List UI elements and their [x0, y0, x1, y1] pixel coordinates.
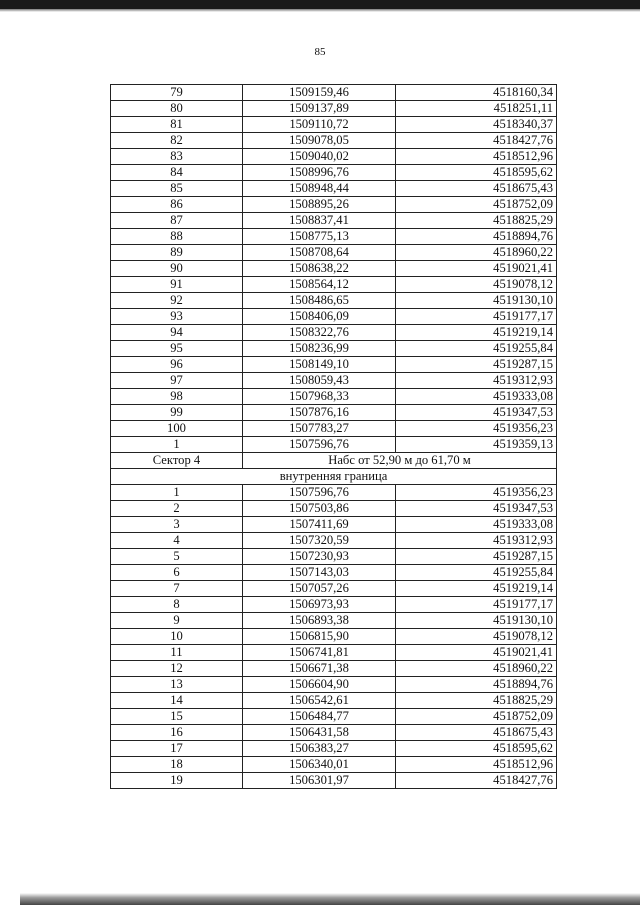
table-row — [111, 421, 557, 437]
point-number-cell: 5 — [111, 549, 243, 565]
point-number-cell: 13 — [111, 677, 243, 693]
x-coordinate-cell: 1507968,33 — [243, 389, 396, 405]
sector-header — [111, 453, 557, 485]
y-coordinate-cell: 4518752,09 — [396, 709, 557, 725]
table-row — [111, 149, 557, 165]
point-number-cell: 100 — [111, 421, 243, 437]
point-number-cell: 79 — [111, 85, 243, 101]
table-row — [111, 389, 557, 405]
x-coordinate-cell: 1506893,38 — [243, 613, 396, 629]
table-row — [111, 117, 557, 133]
point-number-cell: 1 — [111, 485, 243, 501]
x-coordinate-cell: 1508486,65 — [243, 293, 396, 309]
table-row — [111, 245, 557, 261]
x-coordinate-cell: 1508564,12 — [243, 277, 396, 293]
rows-before-sector — [111, 85, 557, 453]
sector-label: Сектор 4 — [111, 453, 243, 469]
point-number-cell: 87 — [111, 213, 243, 229]
y-coordinate-cell: 4519021,41 — [396, 645, 557, 661]
point-number-cell: 91 — [111, 277, 243, 293]
table-row — [111, 725, 557, 741]
y-coordinate-cell: 4519359,13 — [396, 437, 557, 453]
page-number: 85 — [314, 46, 326, 58]
table-row — [111, 517, 557, 533]
y-coordinate-cell: 4518825,29 — [396, 693, 557, 709]
x-coordinate-cell: 1507596,76 — [243, 437, 396, 453]
table-row — [111, 437, 557, 453]
y-coordinate-cell: 4518675,43 — [396, 725, 557, 741]
point-number-cell: 98 — [111, 389, 243, 405]
x-coordinate-cell: 1506431,58 — [243, 725, 396, 741]
point-number-cell: 94 — [111, 325, 243, 341]
x-coordinate-cell: 1506741,81 — [243, 645, 396, 661]
y-coordinate-cell: 4518595,62 — [396, 741, 557, 757]
table-row — [111, 581, 557, 597]
table-row — [111, 693, 557, 709]
rows-after-sector — [111, 485, 557, 789]
y-coordinate-cell: 4519356,23 — [396, 485, 557, 501]
table-row — [111, 309, 557, 325]
y-coordinate-cell: 4519219,14 — [396, 325, 557, 341]
point-number-cell: 11 — [111, 645, 243, 661]
x-coordinate-cell: 1506340,01 — [243, 757, 396, 773]
y-coordinate-cell: 4519255,84 — [396, 341, 557, 357]
table-row — [111, 645, 557, 661]
point-number-cell: 1 — [111, 437, 243, 453]
y-coordinate-cell: 4518427,76 — [396, 773, 557, 789]
table-row — [111, 741, 557, 757]
table-row — [111, 277, 557, 293]
table-row — [111, 677, 557, 693]
point-number-cell: 92 — [111, 293, 243, 309]
y-coordinate-cell: 4518595,62 — [396, 165, 557, 181]
y-coordinate-cell: 4519347,53 — [396, 501, 557, 517]
table-row — [111, 485, 557, 501]
x-coordinate-cell: 1508322,76 — [243, 325, 396, 341]
x-coordinate-cell: 1507057,26 — [243, 581, 396, 597]
point-number-cell: 81 — [111, 117, 243, 133]
y-coordinate-cell: 4519356,23 — [396, 421, 557, 437]
table-row — [111, 181, 557, 197]
x-coordinate-cell: 1506301,97 — [243, 773, 396, 789]
scan-top-shadow — [0, 9, 640, 12]
x-coordinate-cell: 1507320,59 — [243, 533, 396, 549]
x-coordinate-cell: 1506383,27 — [243, 741, 396, 757]
table-row — [111, 229, 557, 245]
x-coordinate-cell: 1508059,43 — [243, 373, 396, 389]
table-row — [111, 197, 557, 213]
table-row — [111, 773, 557, 789]
point-number-cell: 85 — [111, 181, 243, 197]
x-coordinate-cell: 1508895,26 — [243, 197, 396, 213]
point-number-cell: 99 — [111, 405, 243, 421]
y-coordinate-cell: 4518960,22 — [396, 661, 557, 677]
point-number-cell: 88 — [111, 229, 243, 245]
x-coordinate-cell: 1508948,44 — [243, 181, 396, 197]
point-number-cell: 14 — [111, 693, 243, 709]
table-row — [111, 501, 557, 517]
point-number-cell: 19 — [111, 773, 243, 789]
point-number-cell: 83 — [111, 149, 243, 165]
sector-height-range: Набс от 52,90 м до 61,70 м — [243, 453, 557, 469]
table-row — [111, 757, 557, 773]
point-number-cell: 2 — [111, 501, 243, 517]
x-coordinate-cell: 1509078,05 — [243, 133, 396, 149]
table-row — [111, 165, 557, 181]
table-row — [111, 85, 557, 101]
table-row — [111, 293, 557, 309]
point-number-cell: 7 — [111, 581, 243, 597]
point-number-cell: 97 — [111, 373, 243, 389]
y-coordinate-cell: 4519287,15 — [396, 549, 557, 565]
y-coordinate-cell: 4519333,08 — [396, 389, 557, 405]
x-coordinate-cell: 1508775,13 — [243, 229, 396, 245]
y-coordinate-cell: 4519130,10 — [396, 293, 557, 309]
y-coordinate-cell: 4519177,17 — [396, 597, 557, 613]
point-number-cell: 86 — [111, 197, 243, 213]
point-number-cell: 10 — [111, 629, 243, 645]
y-coordinate-cell: 4519255,84 — [396, 565, 557, 581]
table-row — [111, 261, 557, 277]
table-row — [111, 325, 557, 341]
y-coordinate-cell: 4519312,93 — [396, 533, 557, 549]
y-coordinate-cell: 4519078,12 — [396, 277, 557, 293]
point-number-cell: 12 — [111, 661, 243, 677]
point-number-cell: 95 — [111, 341, 243, 357]
table-row — [111, 533, 557, 549]
y-coordinate-cell: 4518825,29 — [396, 213, 557, 229]
table-row — [111, 597, 557, 613]
x-coordinate-cell: 1508708,64 — [243, 245, 396, 261]
x-coordinate-cell: 1508638,22 — [243, 261, 396, 277]
x-coordinate-cell: 1507143,03 — [243, 565, 396, 581]
x-coordinate-cell: 1506815,90 — [243, 629, 396, 645]
y-coordinate-cell: 4518894,76 — [396, 677, 557, 693]
y-coordinate-cell: 4519287,15 — [396, 357, 557, 373]
x-coordinate-cell: 1506671,38 — [243, 661, 396, 677]
point-number-cell: 96 — [111, 357, 243, 373]
x-coordinate-cell: 1506542,61 — [243, 693, 396, 709]
subheading-row — [111, 469, 557, 485]
point-number-cell: 16 — [111, 725, 243, 741]
x-coordinate-cell: 1507411,69 — [243, 517, 396, 533]
table-row — [111, 357, 557, 373]
table-row — [111, 405, 557, 421]
point-number-cell: 4 — [111, 533, 243, 549]
table-row — [111, 549, 557, 565]
x-coordinate-cell: 1508837,41 — [243, 213, 396, 229]
table-row — [111, 629, 557, 645]
point-number-cell: 15 — [111, 709, 243, 725]
point-number-cell: 80 — [111, 101, 243, 117]
y-coordinate-cell: 4519177,17 — [396, 309, 557, 325]
y-coordinate-cell: 4518160,34 — [396, 85, 557, 101]
x-coordinate-cell: 1509040,02 — [243, 149, 396, 165]
x-coordinate-cell: 1507230,93 — [243, 549, 396, 565]
x-coordinate-cell: 1507503,86 — [243, 501, 396, 517]
x-coordinate-cell: 1508996,76 — [243, 165, 396, 181]
y-coordinate-cell: 4519130,10 — [396, 613, 557, 629]
table-row — [111, 661, 557, 677]
table-row — [111, 213, 557, 229]
x-coordinate-cell: 1507876,16 — [243, 405, 396, 421]
boundary-subheading: внутренняя граница — [111, 469, 557, 485]
x-coordinate-cell: 1509110,72 — [243, 117, 396, 133]
x-coordinate-cell: 1509159,46 — [243, 85, 396, 101]
x-coordinate-cell: 1506484,77 — [243, 709, 396, 725]
point-number-cell: 18 — [111, 757, 243, 773]
point-number-cell: 93 — [111, 309, 243, 325]
x-coordinate-cell: 1507596,76 — [243, 485, 396, 501]
x-coordinate-cell: 1506973,93 — [243, 597, 396, 613]
y-coordinate-cell: 4519021,41 — [396, 261, 557, 277]
x-coordinate-cell: 1508149,10 — [243, 357, 396, 373]
x-coordinate-cell: 1509137,89 — [243, 101, 396, 117]
y-coordinate-cell: 4518960,22 — [396, 245, 557, 261]
table-row — [111, 133, 557, 149]
x-coordinate-cell: 1507783,27 — [243, 421, 396, 437]
y-coordinate-cell: 4518752,09 — [396, 197, 557, 213]
point-number-cell: 90 — [111, 261, 243, 277]
x-coordinate-cell: 1506604,90 — [243, 677, 396, 693]
y-coordinate-cell: 4518512,96 — [396, 757, 557, 773]
table-row — [111, 565, 557, 581]
table-row — [111, 341, 557, 357]
x-coordinate-cell: 1508236,99 — [243, 341, 396, 357]
point-number-cell: 9 — [111, 613, 243, 629]
y-coordinate-cell: 4518675,43 — [396, 181, 557, 197]
y-coordinate-cell: 4518340,37 — [396, 117, 557, 133]
y-coordinate-cell: 4519347,53 — [396, 405, 557, 421]
table-row — [111, 101, 557, 117]
y-coordinate-cell: 4519312,93 — [396, 373, 557, 389]
y-coordinate-cell: 4518894,76 — [396, 229, 557, 245]
coordinates-table — [110, 84, 557, 789]
scan-bottom-border — [20, 893, 640, 905]
point-number-cell: 3 — [111, 517, 243, 533]
x-coordinate-cell: 1508406,09 — [243, 309, 396, 325]
point-number-cell: 8 — [111, 597, 243, 613]
point-number-cell: 82 — [111, 133, 243, 149]
scan-top-border — [0, 0, 640, 9]
point-number-cell: 17 — [111, 741, 243, 757]
point-number-cell: 84 — [111, 165, 243, 181]
table-row — [111, 373, 557, 389]
y-coordinate-cell: 4518251,11 — [396, 101, 557, 117]
table-row — [111, 613, 557, 629]
y-coordinate-cell: 4519219,14 — [396, 581, 557, 597]
y-coordinate-cell: 4518427,76 — [396, 133, 557, 149]
table-row — [111, 709, 557, 725]
point-number-cell: 6 — [111, 565, 243, 581]
y-coordinate-cell: 4519078,12 — [396, 629, 557, 645]
y-coordinate-cell: 4519333,08 — [396, 517, 557, 533]
y-coordinate-cell: 4518512,96 — [396, 149, 557, 165]
point-number-cell: 89 — [111, 245, 243, 261]
sector-row — [111, 453, 557, 469]
